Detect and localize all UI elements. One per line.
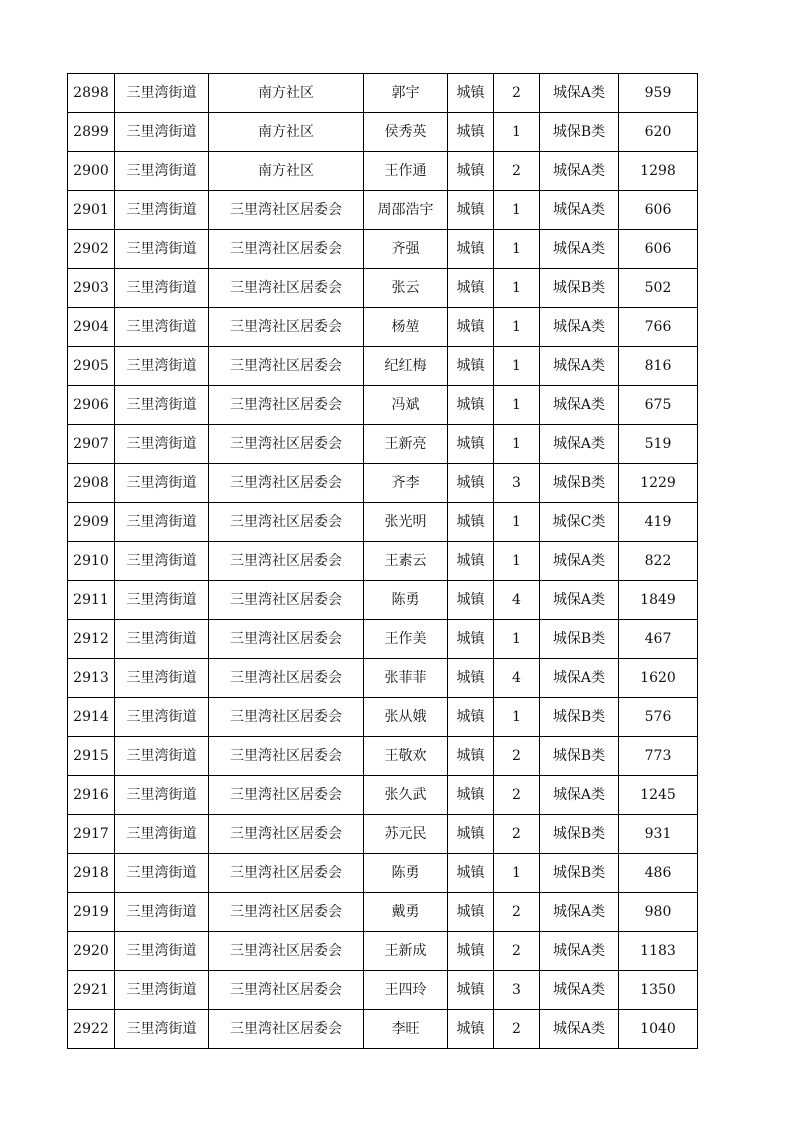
community-cell: 南方社区	[209, 152, 364, 191]
community-cell: 三里湾社区居委会	[209, 308, 364, 347]
roster-table	[67, 73, 698, 1049]
table-row	[68, 191, 698, 230]
serial-number-cell: 2922	[68, 1010, 115, 1049]
amount-cell: 1229	[619, 464, 698, 503]
street-cell: 三里湾街道	[115, 425, 209, 464]
community-cell: 南方社区	[209, 113, 364, 152]
name-cell: 杨堃	[364, 308, 448, 347]
category-cell: 城保A类	[540, 1010, 619, 1049]
member-count-cell: 1	[494, 230, 540, 269]
member-count-cell: 2	[494, 815, 540, 854]
street-cell: 三里湾街道	[115, 620, 209, 659]
category-cell: 城保B类	[540, 815, 619, 854]
household-type-cell: 城镇	[448, 152, 494, 191]
name-cell: 王作通	[364, 152, 448, 191]
category-cell: 城保A类	[540, 932, 619, 971]
street-cell: 三里湾街道	[115, 503, 209, 542]
table-row	[68, 152, 698, 191]
member-count-cell: 2	[494, 737, 540, 776]
category-cell: 城保A类	[540, 425, 619, 464]
member-count-cell: 1	[494, 269, 540, 308]
serial-number-cell: 2905	[68, 347, 115, 386]
name-cell: 陈勇	[364, 854, 448, 893]
table-row	[68, 971, 698, 1010]
amount-cell: 1298	[619, 152, 698, 191]
household-type-cell: 城镇	[448, 815, 494, 854]
category-cell: 城保B类	[540, 854, 619, 893]
community-cell: 三里湾社区居委会	[209, 542, 364, 581]
community-cell: 三里湾社区居委会	[209, 386, 364, 425]
street-cell: 三里湾街道	[115, 581, 209, 620]
member-count-cell: 1	[494, 308, 540, 347]
serial-number-cell: 2907	[68, 425, 115, 464]
member-count-cell: 2	[494, 152, 540, 191]
category-cell: 城保A类	[540, 347, 619, 386]
name-cell: 张光明	[364, 503, 448, 542]
serial-number-cell: 2920	[68, 932, 115, 971]
community-cell: 三里湾社区居委会	[209, 425, 364, 464]
name-cell: 张久武	[364, 776, 448, 815]
serial-number-cell: 2911	[68, 581, 115, 620]
table-row	[68, 503, 698, 542]
category-cell: 城保A类	[540, 308, 619, 347]
street-cell: 三里湾街道	[115, 230, 209, 269]
category-cell: 城保C类	[540, 503, 619, 542]
street-cell: 三里湾街道	[115, 113, 209, 152]
name-cell: 齐强	[364, 230, 448, 269]
category-cell: 城保B类	[540, 464, 619, 503]
member-count-cell: 1	[494, 542, 540, 581]
street-cell: 三里湾街道	[115, 932, 209, 971]
street-cell: 三里湾街道	[115, 776, 209, 815]
community-cell: 三里湾社区居委会	[209, 1010, 364, 1049]
table-row	[68, 659, 698, 698]
member-count-cell: 1	[494, 347, 540, 386]
serial-number-cell: 2908	[68, 464, 115, 503]
name-cell: 齐李	[364, 464, 448, 503]
household-type-cell: 城镇	[448, 269, 494, 308]
community-cell: 三里湾社区居委会	[209, 191, 364, 230]
category-cell: 城保B类	[540, 698, 619, 737]
member-count-cell: 1	[494, 425, 540, 464]
category-cell: 城保A类	[540, 971, 619, 1010]
serial-number-cell: 2898	[68, 74, 115, 113]
amount-cell: 773	[619, 737, 698, 776]
serial-number-cell: 2899	[68, 113, 115, 152]
category-cell: 城保A类	[540, 386, 619, 425]
table-row	[68, 737, 698, 776]
name-cell: 王新亮	[364, 425, 448, 464]
category-cell: 城保A类	[540, 776, 619, 815]
street-cell: 三里湾街道	[115, 737, 209, 776]
serial-number-cell: 2913	[68, 659, 115, 698]
table-row	[68, 269, 698, 308]
amount-cell: 1350	[619, 971, 698, 1010]
community-cell: 三里湾社区居委会	[209, 620, 364, 659]
name-cell: 王素云	[364, 542, 448, 581]
serial-number-cell: 2916	[68, 776, 115, 815]
member-count-cell: 1	[494, 113, 540, 152]
household-type-cell: 城镇	[448, 542, 494, 581]
household-type-cell: 城镇	[448, 386, 494, 425]
amount-cell: 931	[619, 815, 698, 854]
category-cell: 城保A类	[540, 893, 619, 932]
table-row	[68, 893, 698, 932]
table-row	[68, 776, 698, 815]
street-cell: 三里湾街道	[115, 269, 209, 308]
household-type-cell: 城镇	[448, 854, 494, 893]
name-cell: 冯斌	[364, 386, 448, 425]
street-cell: 三里湾街道	[115, 347, 209, 386]
member-count-cell: 2	[494, 893, 540, 932]
table-row	[68, 113, 698, 152]
roster-body	[68, 74, 698, 1049]
amount-cell: 486	[619, 854, 698, 893]
name-cell: 张菲菲	[364, 659, 448, 698]
table-row	[68, 932, 698, 971]
street-cell: 三里湾街道	[115, 893, 209, 932]
category-cell: 城保A类	[540, 152, 619, 191]
amount-cell: 980	[619, 893, 698, 932]
community-cell: 三里湾社区居委会	[209, 659, 364, 698]
table-row	[68, 581, 698, 620]
street-cell: 三里湾街道	[115, 74, 209, 113]
household-type-cell: 城镇	[448, 776, 494, 815]
serial-number-cell: 2912	[68, 620, 115, 659]
household-type-cell: 城镇	[448, 308, 494, 347]
serial-number-cell: 2904	[68, 308, 115, 347]
household-type-cell: 城镇	[448, 113, 494, 152]
name-cell: 纪红梅	[364, 347, 448, 386]
community-cell: 三里湾社区居委会	[209, 932, 364, 971]
amount-cell: 1849	[619, 581, 698, 620]
amount-cell: 816	[619, 347, 698, 386]
serial-number-cell: 2915	[68, 737, 115, 776]
category-cell: 城保A类	[540, 230, 619, 269]
community-cell: 三里湾社区居委会	[209, 464, 364, 503]
household-type-cell: 城镇	[448, 932, 494, 971]
serial-number-cell: 2917	[68, 815, 115, 854]
household-type-cell: 城镇	[448, 191, 494, 230]
amount-cell: 620	[619, 113, 698, 152]
name-cell: 陈勇	[364, 581, 448, 620]
serial-number-cell: 2900	[68, 152, 115, 191]
community-cell: 三里湾社区居委会	[209, 269, 364, 308]
category-cell: 城保B类	[540, 620, 619, 659]
street-cell: 三里湾街道	[115, 1010, 209, 1049]
street-cell: 三里湾街道	[115, 464, 209, 503]
table-row	[68, 698, 698, 737]
amount-cell: 1620	[619, 659, 698, 698]
table-row	[68, 620, 698, 659]
amount-cell: 1183	[619, 932, 698, 971]
household-type-cell: 城镇	[448, 971, 494, 1010]
household-type-cell: 城镇	[448, 581, 494, 620]
name-cell: 王四玲	[364, 971, 448, 1010]
serial-number-cell: 2910	[68, 542, 115, 581]
member-count-cell: 2	[494, 776, 540, 815]
amount-cell: 766	[619, 308, 698, 347]
amount-cell: 675	[619, 386, 698, 425]
table-row	[68, 347, 698, 386]
community-cell: 三里湾社区居委会	[209, 815, 364, 854]
table-row	[68, 308, 698, 347]
street-cell: 三里湾街道	[115, 815, 209, 854]
table-row	[68, 815, 698, 854]
member-count-cell: 1	[494, 698, 540, 737]
serial-number-cell: 2902	[68, 230, 115, 269]
member-count-cell: 2	[494, 932, 540, 971]
category-cell: 城保B类	[540, 737, 619, 776]
community-cell: 三里湾社区居委会	[209, 776, 364, 815]
amount-cell: 419	[619, 503, 698, 542]
amount-cell: 606	[619, 191, 698, 230]
serial-number-cell: 2918	[68, 854, 115, 893]
street-cell: 三里湾街道	[115, 698, 209, 737]
member-count-cell: 3	[494, 971, 540, 1010]
category-cell: 城保B类	[540, 269, 619, 308]
household-type-cell: 城镇	[448, 698, 494, 737]
category-cell: 城保A类	[540, 542, 619, 581]
serial-number-cell: 2921	[68, 971, 115, 1010]
community-cell: 三里湾社区居委会	[209, 737, 364, 776]
household-type-cell: 城镇	[448, 659, 494, 698]
table-row	[68, 542, 698, 581]
street-cell: 三里湾街道	[115, 191, 209, 230]
street-cell: 三里湾街道	[115, 854, 209, 893]
table-row	[68, 386, 698, 425]
name-cell: 王新成	[364, 932, 448, 971]
member-count-cell: 2	[494, 74, 540, 113]
community-cell: 三里湾社区居委会	[209, 893, 364, 932]
amount-cell: 519	[619, 425, 698, 464]
household-type-cell: 城镇	[448, 230, 494, 269]
member-count-cell: 4	[494, 659, 540, 698]
serial-number-cell: 2909	[68, 503, 115, 542]
community-cell: 三里湾社区居委会	[209, 581, 364, 620]
street-cell: 三里湾街道	[115, 542, 209, 581]
household-type-cell: 城镇	[448, 74, 494, 113]
table-row	[68, 1010, 698, 1049]
serial-number-cell: 2906	[68, 386, 115, 425]
community-cell: 三里湾社区居委会	[209, 971, 364, 1010]
table-row	[68, 74, 698, 113]
name-cell: 戴勇	[364, 893, 448, 932]
category-cell: 城保B类	[540, 113, 619, 152]
household-type-cell: 城镇	[448, 893, 494, 932]
household-type-cell: 城镇	[448, 1010, 494, 1049]
community-cell: 三里湾社区居委会	[209, 503, 364, 542]
street-cell: 三里湾街道	[115, 308, 209, 347]
member-count-cell: 1	[494, 620, 540, 659]
table-row	[68, 230, 698, 269]
category-cell: 城保A类	[540, 581, 619, 620]
name-cell: 王作美	[364, 620, 448, 659]
member-count-cell: 1	[494, 854, 540, 893]
name-cell: 周邵浩宇	[364, 191, 448, 230]
member-count-cell: 4	[494, 581, 540, 620]
name-cell: 张从娥	[364, 698, 448, 737]
table-row	[68, 854, 698, 893]
community-cell: 三里湾社区居委会	[209, 347, 364, 386]
amount-cell: 822	[619, 542, 698, 581]
street-cell: 三里湾街道	[115, 971, 209, 1010]
community-cell: 三里湾社区居委会	[209, 698, 364, 737]
member-count-cell: 3	[494, 464, 540, 503]
category-cell: 城保A类	[540, 191, 619, 230]
category-cell: 城保A类	[540, 659, 619, 698]
household-type-cell: 城镇	[448, 347, 494, 386]
serial-number-cell: 2903	[68, 269, 115, 308]
community-cell: 三里湾社区居委会	[209, 854, 364, 893]
serial-number-cell: 2919	[68, 893, 115, 932]
serial-number-cell: 2914	[68, 698, 115, 737]
street-cell: 三里湾街道	[115, 386, 209, 425]
amount-cell: 1245	[619, 776, 698, 815]
household-type-cell: 城镇	[448, 620, 494, 659]
amount-cell: 502	[619, 269, 698, 308]
name-cell: 李旺	[364, 1010, 448, 1049]
household-type-cell: 城镇	[448, 464, 494, 503]
amount-cell: 1040	[619, 1010, 698, 1049]
name-cell: 张云	[364, 269, 448, 308]
community-cell: 南方社区	[209, 74, 364, 113]
street-cell: 三里湾街道	[115, 152, 209, 191]
name-cell: 王敬欢	[364, 737, 448, 776]
amount-cell: 606	[619, 230, 698, 269]
community-cell: 三里湾社区居委会	[209, 230, 364, 269]
amount-cell: 467	[619, 620, 698, 659]
household-type-cell: 城镇	[448, 503, 494, 542]
amount-cell: 576	[619, 698, 698, 737]
member-count-cell: 1	[494, 503, 540, 542]
table-row	[68, 425, 698, 464]
household-type-cell: 城镇	[448, 425, 494, 464]
amount-cell: 959	[619, 74, 698, 113]
serial-number-cell: 2901	[68, 191, 115, 230]
category-cell: 城保A类	[540, 74, 619, 113]
street-cell: 三里湾街道	[115, 659, 209, 698]
name-cell: 郭宇	[364, 74, 448, 113]
name-cell: 侯秀英	[364, 113, 448, 152]
member-count-cell: 1	[494, 386, 540, 425]
member-count-cell: 2	[494, 1010, 540, 1049]
table-row	[68, 464, 698, 503]
name-cell: 苏元民	[364, 815, 448, 854]
member-count-cell: 1	[494, 191, 540, 230]
household-type-cell: 城镇	[448, 737, 494, 776]
